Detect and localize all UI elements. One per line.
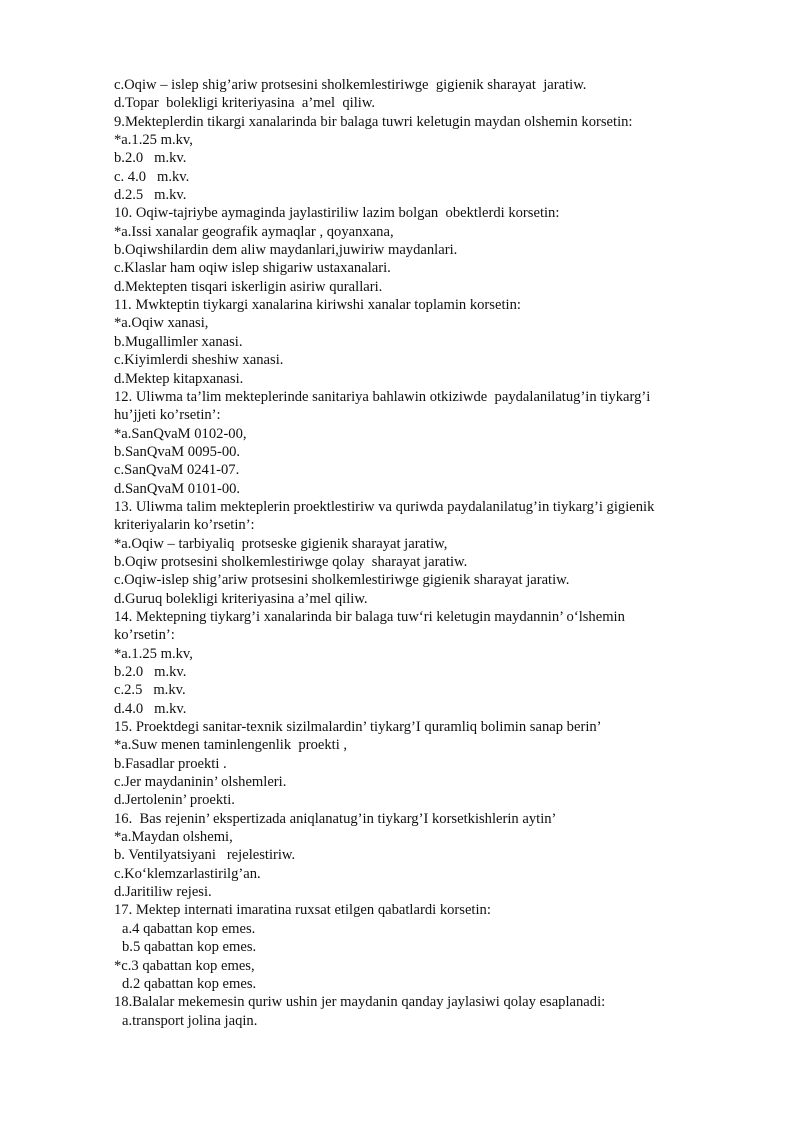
- text-line: c.Jer maydaninin’ olshemleri.: [114, 774, 287, 791]
- text-line: d.2.5 m.kv.: [114, 187, 187, 204]
- text-line: *a.1.25 m.kv,: [114, 645, 193, 662]
- text-line: kriteriyalarin ko’rsetin’:: [114, 517, 255, 534]
- text-line: 10. Oqiw-tajriybe aymaginda jaylastiriliw lazim bolgan obektlerdi korsetin:: [114, 205, 560, 222]
- text-line: d.Jaritiliw rejesi.: [114, 884, 212, 901]
- text-line: d.Jertolenin’ proekti.: [114, 792, 235, 809]
- text-line: d.2 qabattan kop emes.: [122, 975, 257, 992]
- text-line: d.SanQvaM 0101-00.: [114, 480, 241, 497]
- text-line: d.4.0 m.kv.: [114, 700, 187, 717]
- text-line: *a.1.25 m.kv,: [114, 132, 193, 149]
- text-line: 15. Proektdegi sanitar-texnik sizilmalardin’ tiykarg’I quramliq bolimin sanap berin’: [114, 719, 602, 736]
- text-line: c.Oqiw-islep shig’ariw protsesini sholkemlestiriwge gigienik sharayat jaratiw.: [114, 572, 570, 589]
- text-line: b.Mugallimler xanasi.: [114, 333, 243, 350]
- text-line: b.Fasadlar proekti .: [114, 755, 227, 772]
- text-line: c.2.5 m.kv.: [114, 682, 186, 699]
- text-line: *a.Issi xanalar geografik aymaqlar , qoyanxana,: [114, 223, 394, 240]
- text-line: *a.Oqiw xanasi,: [114, 315, 209, 332]
- text-line: *c.3 qabattan kop emes,: [114, 957, 255, 974]
- text-line: b.2.0 m.kv.: [114, 664, 187, 680]
- text-line: 12. Uliwma ta’lim mekteplerinde sanitariya bahlawin otkiziwde paydalanilatug’in tiykarg’i: [114, 388, 651, 405]
- text-line: b.Oqiw protsesini sholkemlestiriwge qolay sharayat jaratiw.: [114, 553, 468, 570]
- text-line: b.Oqiwshilardin dem aliw maydanlari,juwiriw maydanlari.: [114, 242, 458, 259]
- text-line: b.SanQvaM 0095-00.: [114, 443, 241, 460]
- text-line: 11. Mwkteptin tiykargi xanalarina kiriwshi xanalar toplamin korsetin:: [114, 297, 521, 314]
- text-line: 13. Uliwma talim mekteplerin proektlestiriw va quriwda paydalanilatug’in tiykarg’i gigienik: [114, 498, 655, 515]
- text-line: hu’jjeti ko’rsetin’:: [114, 407, 221, 424]
- document-body: [114, 76, 754, 1030]
- text-line: 17. Mektep internati imaratina ruxsat etilgen qabatlardi korsetin:: [114, 902, 491, 919]
- text-line: *a.Oqiw – tarbiyaliq protseske gigienik sharayat jaratiw,: [114, 535, 448, 552]
- text-line: c.Klaslar ham oqiw islep shigariw ustaxanalari.: [114, 260, 391, 277]
- text-line: c.Kiyimlerdi sheshiw xanasi.: [114, 352, 284, 369]
- text-line: b. Ventilyatsiyani rejelestiriw.: [114, 847, 296, 864]
- text-line: *a.SanQvaM 0102-00,: [114, 425, 247, 442]
- text-line: b.5 qabattan kop emes.: [122, 939, 257, 956]
- text-line: d.Mektep kitapxanasi.: [114, 370, 244, 387]
- text-line: a.4 qabattan kop emes.: [122, 920, 256, 937]
- text-line: 9.Mekteplerdin tikargi xanalarinda bir balaga tuwri keletugin maydan olshemin korsetin:: [114, 113, 633, 130]
- text-line: c. 4.0 m.kv.: [114, 168, 190, 185]
- text-line: c.Ko‘klemzarlastirilg’an.: [114, 865, 261, 882]
- text-line: c.Oqiw – islep shig’ariw protsesini sholkemlestiriwge gigienik sharayat jaratiw.: [114, 77, 587, 93]
- text-line: 18.Balalar mekemesin quriw ushin jer maydanin qanday jaylasiwi qolay esaplanadi:: [114, 994, 606, 1011]
- text-line: *a.Suw menen taminlengenlik proekti ,: [114, 737, 348, 754]
- text-line: d.Mektepten tisqari iskerligin asiriw qurallari.: [114, 278, 383, 295]
- text-line: a.transport jolina jaqin.: [122, 1012, 258, 1029]
- text-line: d.Topar bolekligi kriteriyasina a’mel qiliw.: [114, 95, 376, 112]
- text-line: 14. Mektepning tiykarg’i xanalarinda bir balaga tuw‘ri keletugin maydannin’ o‘lshemin: [114, 608, 625, 625]
- text-line: c.SanQvaM 0241-07.: [114, 462, 240, 479]
- text-line: d.Guruq bolekligi kriteriyasina a’mel qiliw.: [114, 590, 368, 607]
- text-line: ko’rsetin’:: [114, 627, 175, 644]
- text-line: 16. Bas rejenin’ ekspertizada aniqlanatug’in tiykarg’I korsetkishlerin aytin’: [114, 810, 557, 827]
- text-line: *a.Maydan olshemi,: [114, 829, 233, 846]
- text-line: b.2.0 m.kv.: [114, 150, 187, 167]
